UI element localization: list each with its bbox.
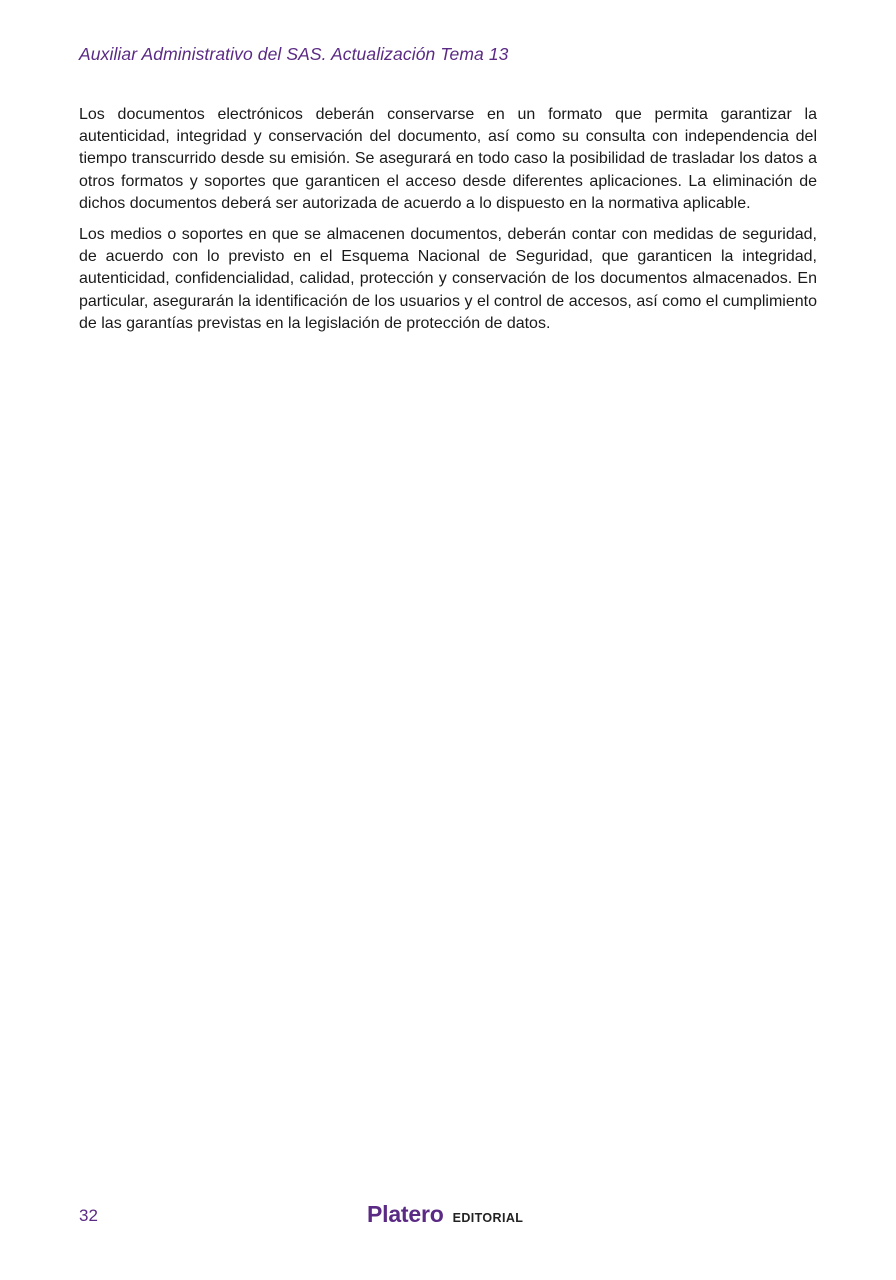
page-number: 32 bbox=[79, 1206, 98, 1225]
publisher-logo bbox=[367, 1201, 523, 1228]
publisher-subtitle: EDITORIAL bbox=[452, 1211, 524, 1225]
running-header: Auxiliar Administrativo del SAS. Actualización Tema 13 bbox=[79, 44, 509, 64]
document-body bbox=[79, 104, 817, 344]
paragraph-1: Los documentos electrónicos deberán conservarse en un formato que permita garantizar la autenticidad, integridad y conservación del documento, así como su consulta con independencia del tiempo transcurrido desde su emisión. Se asegurará en todo caso la posibilidad de trasladar los datos a otros formatos y soportes que garanticen el acceso desde diferentes aplicaciones. La eliminación de dichos documentos deberá ser autorizada de acuerdo a lo dispuesto en la normativa aplicable. bbox=[79, 106, 817, 212]
publisher-name: Platero bbox=[367, 1201, 444, 1227]
paragraph-2: Los medios o soportes en que se almacenen documentos, deberán contar con medidas de seguridad, de acuerdo con lo previsto en el Esquema Nacional de Seguridad, que garanticen la integridad, autenticidad, confidencialidad, calidad, protección y conservación de los documentos almacenados. En particular, asegurarán la identificación de los usuarios y el control de accesos, así como el cumplimiento de las garantías previstas en la legislación de protección de datos. bbox=[79, 226, 817, 332]
